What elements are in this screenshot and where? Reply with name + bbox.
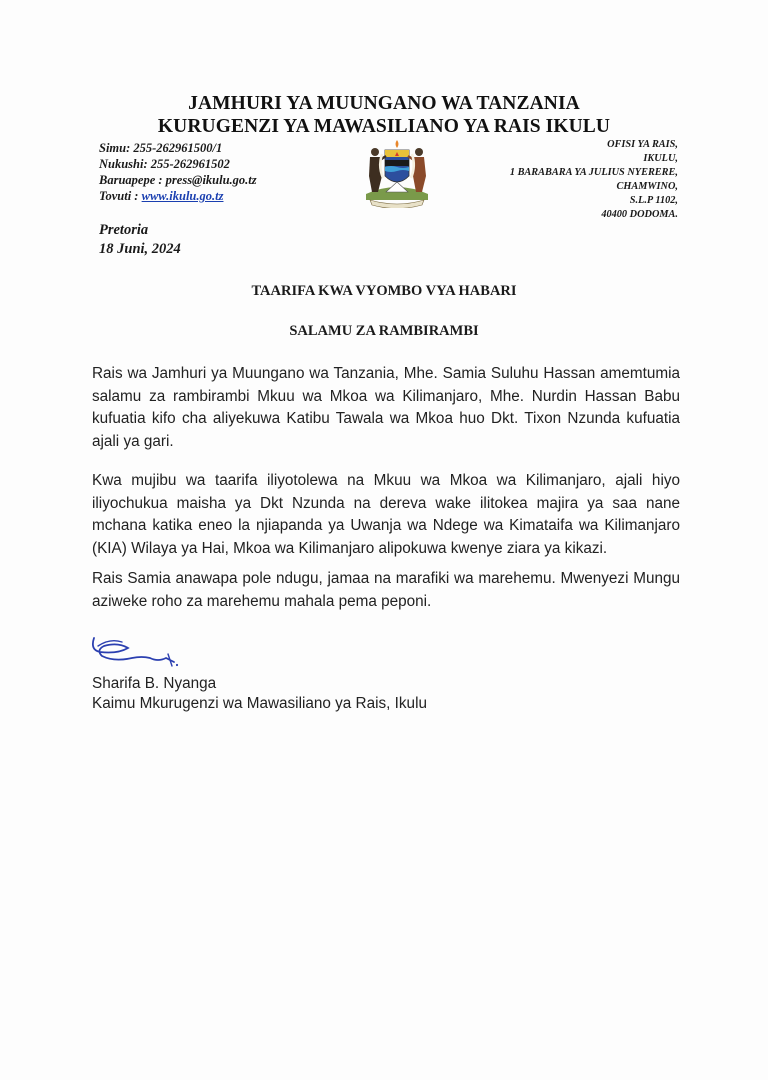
phone-number: Simu: 255-262961500/1 [99,141,223,155]
handwritten-signature [88,628,184,672]
letterhead-title: JAMHURI YA MUUNGANO WA TANZANIA [188,93,580,114]
website-label: Tovuti : [99,189,142,203]
date: 18 Juni, 2024 [99,241,181,257]
body-paragraph-3: Rais Samia anawapa pole ndugu, jamaa na marafiki wa marehemu. Mwenyezi Mungu aziweke roho za marehemu mahala pema peponi. [92,570,680,610]
contact-block-left [99,140,257,204]
body-paragraph-2: Kwa mujibu wa taarifa iliyotolewa na Mkuu wa Mkoa wa Kilimanjaro, ajali hiyo iliyochukua maisha ya Dkt Nzunda na dereva wake ilitokea majira ya saa nane mchana katika eneo la njiapanda ya Uwanja wa Ndege wa Kimataifa wa Kilimanjaro (KIA) Wilaya ya Hai, Mkoa wa Kilimanjaro alipokuwa kwenye ziara ya kikazi. [92,472,680,557]
office-line-3: 1 BARABARA YA JULIUS NYERERE, [509,167,678,178]
office-line-4: CHAMWINO, [616,181,678,192]
body-paragraph-1: Rais wa Jamhuri ya Muungano wa Tanzania, Mhe. Samia Suluhu Hassan amemtumia salamu za rambirambi Mkuu wa Mkoa wa Kilimanjaro, Mhe. Nurdin Hassan Babu kufuatia kifo cha aliyekuwa Katibu Tawala wa Mkoa huo Dkt. Tixon Nzunda kufuatia ajali ya gari. [92,365,680,450]
release-heading: TAARIFA KWA VYOMBO VYA HABARI [251,283,517,299]
place-date-block [99,221,181,259]
signer-title: Kaimu Mkurugenzi wa Mawasiliano ya Rais, Ikulu [92,695,427,712]
release-subheading: SALAMU ZA RAMBIRAMBI [289,323,479,339]
fax-number: Nukushi: 255-262961502 [99,157,230,171]
coat-of-arms-icon [356,136,438,208]
signer-block [92,674,427,714]
email-address: Baruapepe : press@ikulu.go.tz [99,173,257,187]
signer-name: Sharifa B. Nyanga [92,675,217,692]
contact-block-right [510,138,678,222]
letterhead-subtitle: KURUGENZI YA MAWASILIANO YA RAIS IKULU [157,116,611,137]
office-line-1: OFISI YA RAIS, [607,139,678,150]
office-line-5: S.L.P 1102, [629,195,678,206]
office-line-2: IKULU, [643,153,678,164]
place: Pretoria [99,222,149,238]
office-line-6: 40400 DODOMA. [601,209,678,220]
website-link[interactable]: www.ikulu.go.tz [141,189,224,203]
website-line [99,188,257,204]
